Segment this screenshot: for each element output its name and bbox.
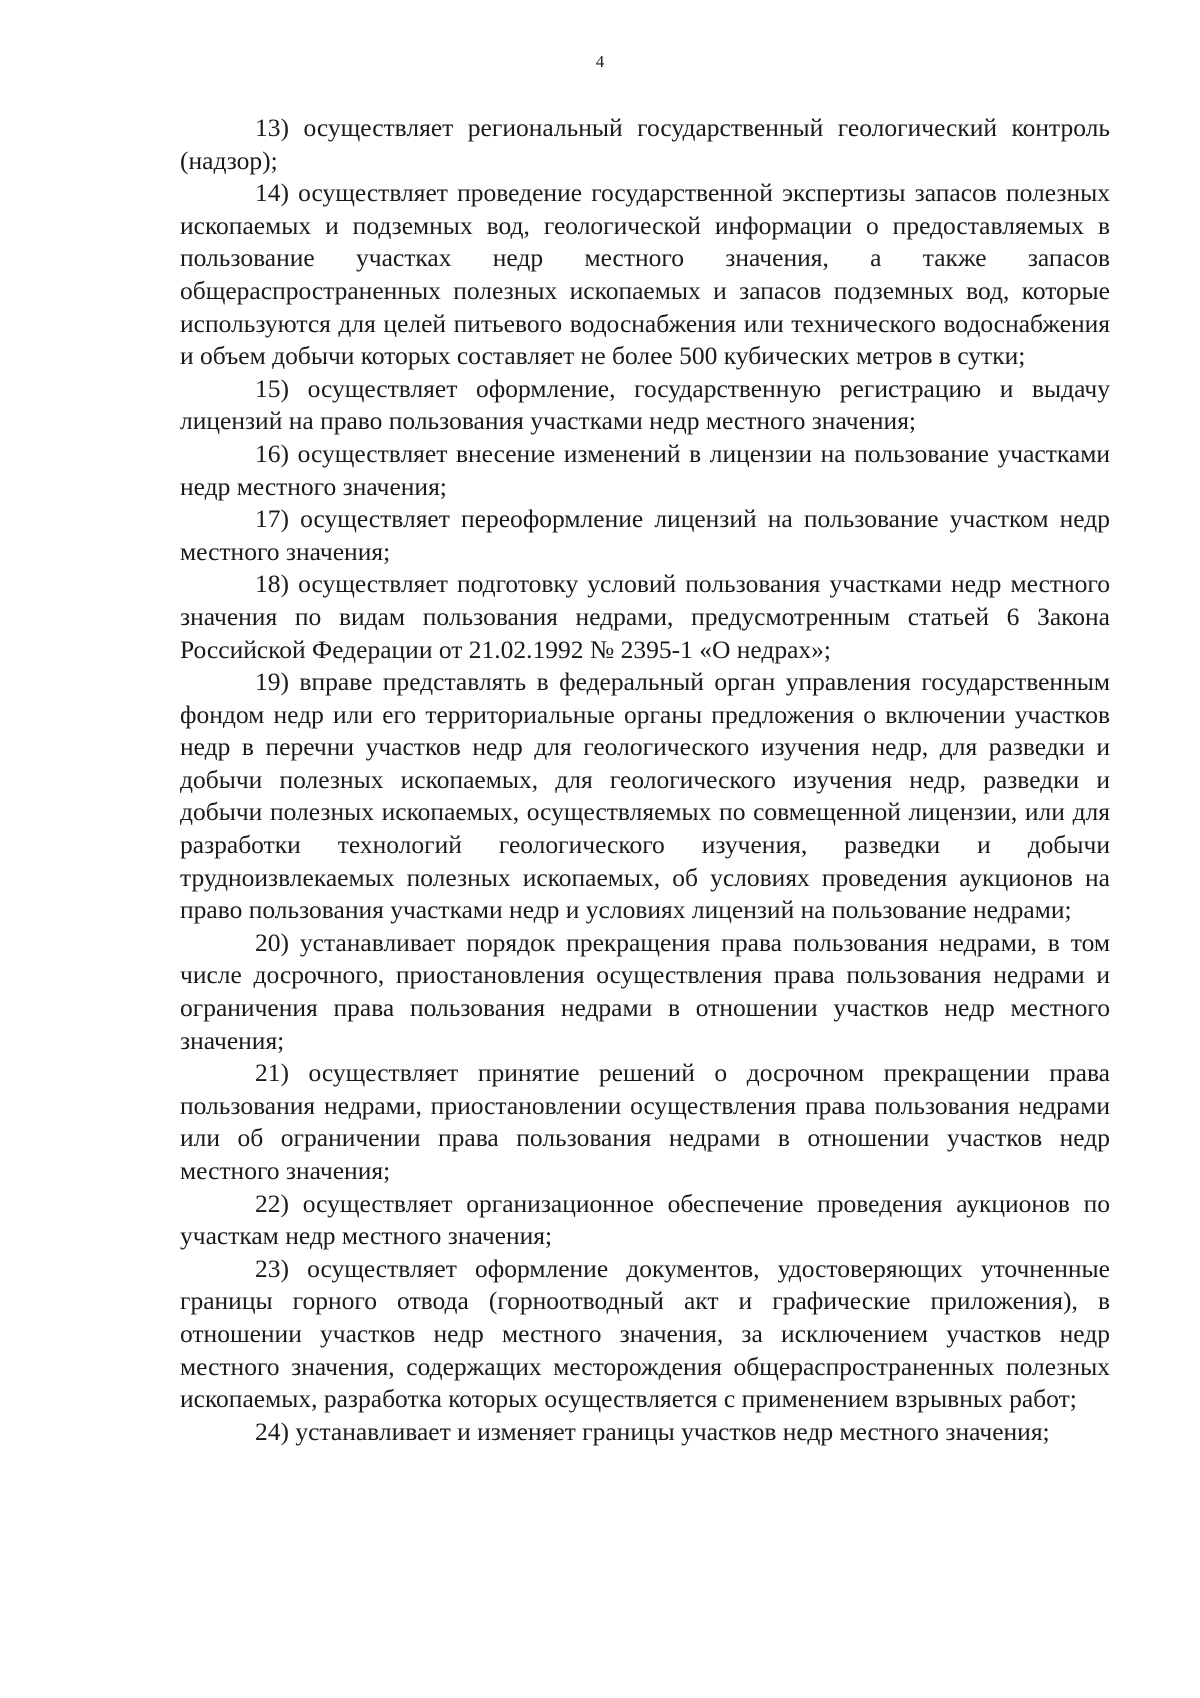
list-item-19: 19) вправе представлять в федеральный орган управления государственным фондом недр или его территориальные органы предложения о включении участков недр в перечни участков недр для геологического изучения недр, для разведки и добычи полезных ископаемых, для геологического изучения недр, разведки и добычи полезных ископаемых, осуществляемых по совмещенной лицензии, или для разработки технологий геологического изучения, разведки и добычи трудноизвлекаемых полезных ископаемых, об условиях проведения аукционов на право пользования участками недр и условиях лицензий на пользование недрами; xyxy=(180,667,1110,925)
list-item-22: 22) осуществляет организационное обеспечение проведения аукционов по участкам недр местного значения; xyxy=(180,1188,1110,1251)
list-item-14: 14) осуществляет проведение государственной экспертизы запасов полезных ископаемых и подземных вод, геологической информации о предоставляемых в пользование участках недр местного значения, а также запасов общераспространенных полезных ископаемых и запасов подземных вод, которые используются для целей питьевого водоснабжения или технического водоснабжения и объем добычи которых составляет не более 500 кубических метров в сутки; xyxy=(180,178,1110,371)
document-body xyxy=(180,112,1110,1448)
list-item-24: 24) устанавливает и изменяет границы участков недр местного значения; xyxy=(255,1416,1050,1446)
list-item-17: 17) осуществляет переоформление лицензий на пользование участком недр местного значения; xyxy=(180,504,1110,566)
list-item-18: 18) осуществляет подготовку условий пользования участками недр местного значения по видам пользования недрами, предусмотренным статьей 6 Закона Российской Федерации от 21.02.1992 № 2395-1 «О недрах»; xyxy=(180,569,1110,664)
list-item-23: 23) осуществляет оформление документов, удостоверяющих уточненные границы горного отвода (горноотводный акт и графические приложения), в отношении участков недр местного значения, за исключением участков недр местного значения, содержащих месторождения общераспространенных полезных ископаемых, разработка которых осуществляется с применением взрывных работ; xyxy=(180,1253,1110,1414)
list-item-15: 15) осуществляет оформление, государственную регистрацию и выдачу лицензий на право пользования участками недр местного значения; xyxy=(180,373,1110,436)
list-item-16: 16) осуществляет внесение изменений в лицензии на пользование участками недр местного значения; xyxy=(180,438,1110,501)
list-item-20: 20) устанавливает порядок прекращения права пользования недрами, в том числе досрочного, приостановления осуществления права пользования недрами и ограничения права пользования недрами в отношении участков недр местного значения; xyxy=(180,927,1110,1055)
list-item-21: 21) осуществляет принятие решений о досрочном прекращении права пользования недрами, приостановлении осуществления права пользования недрами или об ограничении права пользования недрами в отношении участков недр местного значения; xyxy=(180,1058,1110,1185)
page-number: 4 xyxy=(595,52,605,71)
list-item-13: 13) осуществляет региональный государственный геологический контроль (надзор); xyxy=(180,113,1110,175)
